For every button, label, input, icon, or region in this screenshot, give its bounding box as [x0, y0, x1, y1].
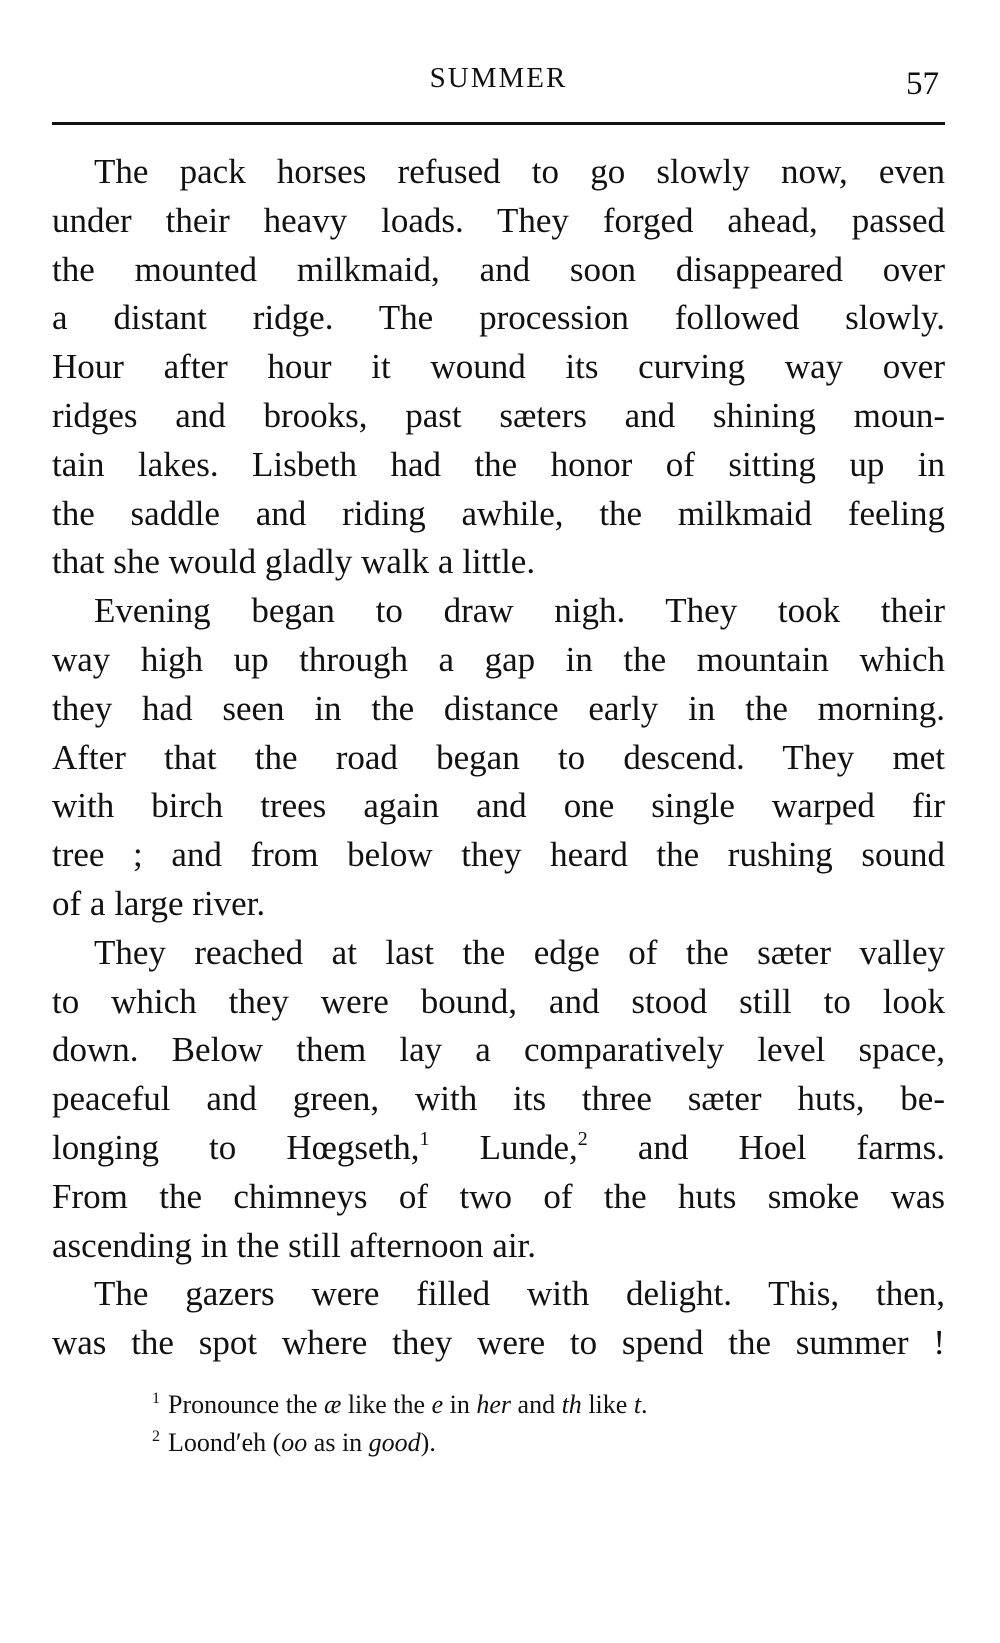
footnote-italic: t	[633, 1390, 642, 1419]
footnote-ref-2: 2	[577, 1127, 588, 1150]
text-segment: and Hoel farms.	[587, 1127, 946, 1167]
text-line: tain lakes. Lisbeth had the honor of sitting up in	[52, 444, 945, 484]
text-line: way high up through a gap in the mountain which	[52, 639, 945, 679]
text-line: From the chimneys of two of the huts smoke was	[52, 1176, 945, 1216]
footnote-text: Loond′eh (	[168, 1428, 282, 1457]
footnote-italic: her	[476, 1390, 512, 1419]
footnotes	[152, 1386, 912, 1462]
chapter-title: SUMMER	[429, 62, 568, 94]
footnote-text: like the	[341, 1390, 432, 1419]
text-line-with-footnote-refs	[52, 1124, 945, 1173]
text-line: that she would gladly walk a little.	[52, 542, 536, 582]
footnote-italic: th	[561, 1390, 582, 1419]
text-line: The pack horses refused to go slowly now, even	[94, 152, 945, 191]
footnote-ref-1: 1	[419, 1127, 430, 1150]
text-line: they had seen in the distance early in the morning.	[52, 688, 945, 728]
footnote-italic: good	[368, 1428, 421, 1457]
text-line: the mounted milkmaid, and soon disappeared over	[52, 249, 945, 289]
footnote-text: like	[581, 1390, 634, 1419]
footnote-text: .	[641, 1390, 648, 1419]
text-line: under their heavy loads. They forged ahead, passed	[52, 200, 945, 240]
text-line: The gazers were filled with delight. This, then,	[94, 1274, 945, 1314]
footnote-marker: 1	[152, 1390, 160, 1407]
header-rule	[52, 122, 945, 125]
book-page	[52, 0, 945, 1643]
text-line: Hour after hour it wound its curving way over	[52, 347, 945, 387]
footnote-text: and	[511, 1390, 562, 1419]
text-line: peaceful and green, with its three sæter huts, be-	[52, 1079, 945, 1119]
footnote-italic: oo	[281, 1428, 308, 1457]
text-line: to which they were bound, and stood still to look	[52, 981, 945, 1021]
page-number: 57	[906, 66, 939, 102]
text-segment: Lunde,	[429, 1127, 578, 1167]
footnote-text: ).	[420, 1428, 436, 1457]
footnote-marker: 2	[152, 1428, 160, 1445]
footnote-text: in	[443, 1390, 477, 1419]
body-text	[52, 148, 945, 1368]
text-line: ridges and brooks, past sæters and shining moun-	[52, 395, 945, 435]
text-segment: longing to Hœgseth,	[52, 1127, 420, 1167]
text-line: They reached at last the edge of the sæter valley	[94, 932, 945, 972]
text-line: was the spot where they were to spend the summer !	[52, 1323, 945, 1363]
footnote-italic: e	[431, 1390, 444, 1419]
footnote-1	[152, 1386, 912, 1424]
text-line: tree ; and from below they heard the rushing sound	[52, 835, 945, 875]
text-line: of a large river.	[52, 883, 266, 923]
running-head	[52, 62, 945, 102]
footnote-text: as in	[307, 1428, 369, 1457]
footnote-2	[152, 1424, 912, 1462]
text-line: with birch trees again and one single warped fir	[52, 786, 945, 826]
text-line: down. Below them lay a comparatively level space,	[52, 1030, 945, 1070]
text-line: After that the road began to descend. They met	[52, 737, 945, 777]
text-line: Evening began to draw nigh. They took their	[94, 591, 945, 631]
footnote-italic: æ	[323, 1390, 342, 1419]
footnote-text: Pronounce the	[168, 1390, 324, 1419]
text-line: the saddle and riding awhile, the milkmaid feeling	[52, 493, 945, 533]
text-line: ascending in the still afternoon air.	[52, 1225, 537, 1265]
text-line: a distant ridge. The procession followed slowly.	[52, 298, 945, 338]
